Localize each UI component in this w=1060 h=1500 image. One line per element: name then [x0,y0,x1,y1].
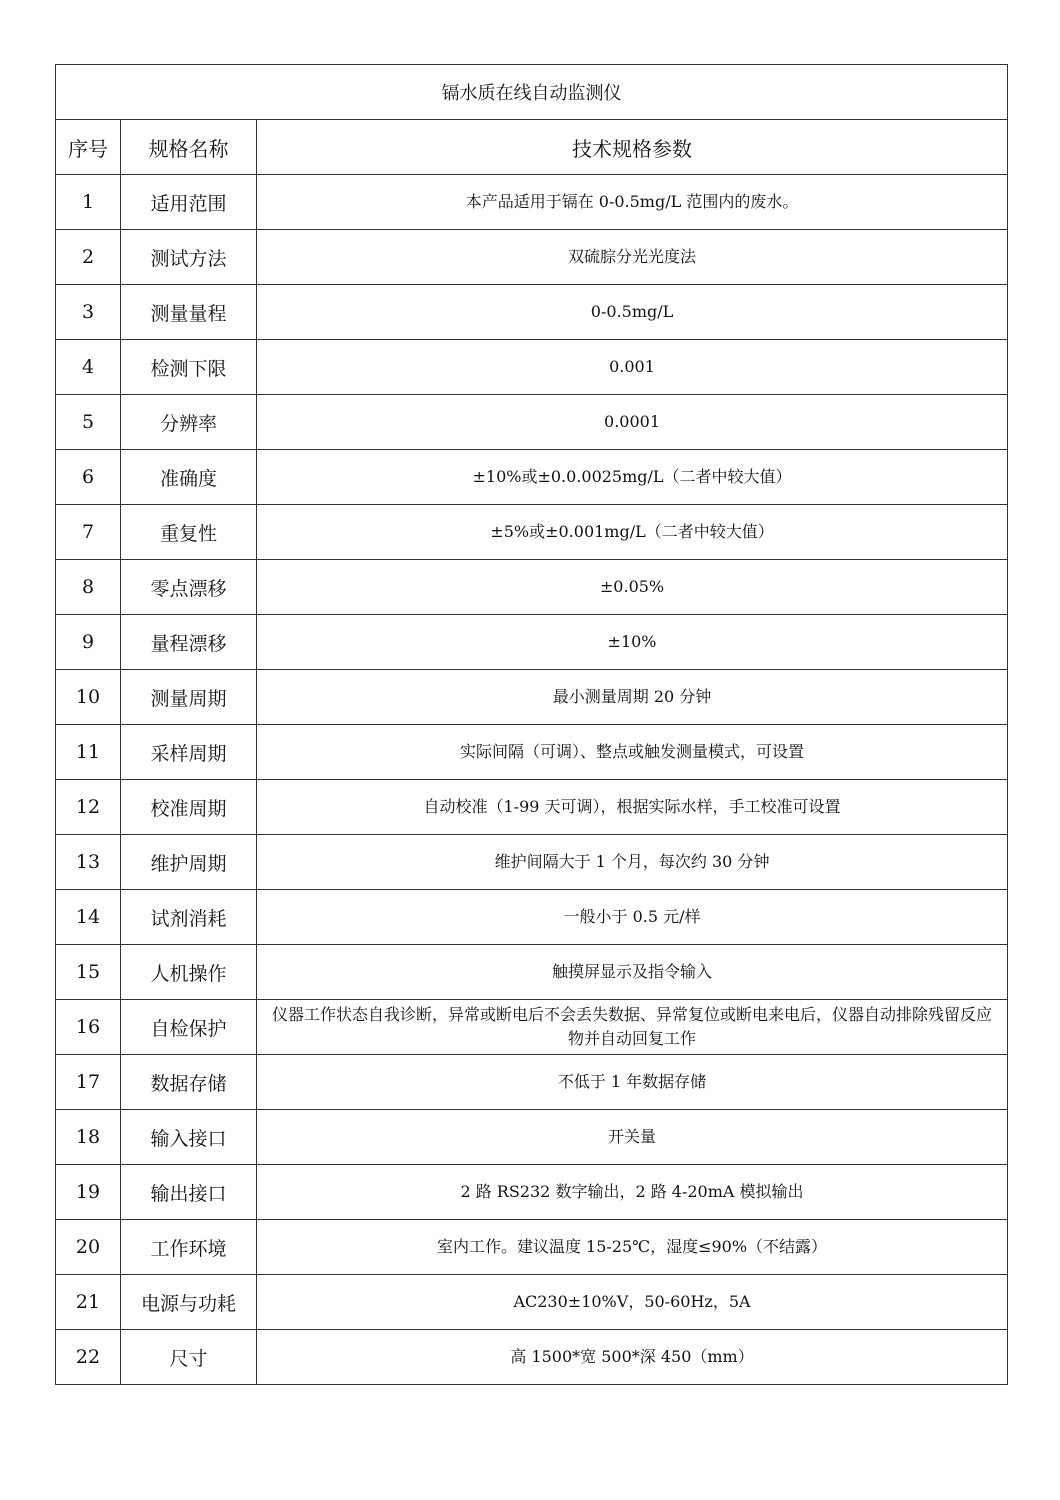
table-row [56,1330,1008,1385]
row-number: 3 [56,285,121,340]
table-row [56,450,1008,505]
spec-table-body [56,65,1008,1385]
spec-name: 零点漂移 [121,560,257,615]
row-number: 14 [56,890,121,945]
table-row [56,835,1008,890]
spec-name: 重复性 [121,505,257,560]
row-number: 5 [56,395,121,450]
row-number: 20 [56,1220,121,1275]
row-number: 18 [56,1110,121,1165]
spec-name: 维护周期 [121,835,257,890]
spec-table [55,64,1008,1385]
row-number: 19 [56,1165,121,1220]
table-row [56,395,1008,450]
table-row [56,230,1008,285]
spec-name: 工作环境 [121,1220,257,1275]
row-number: 4 [56,340,121,395]
row-number: 9 [56,615,121,670]
row-number: 10 [56,670,121,725]
row-number: 21 [56,1275,121,1330]
document-title: 镉水质在线自动监测仪 [56,65,1008,120]
spec-value: 0.0001 [257,395,1008,450]
table-row [56,560,1008,615]
spec-value: 仪器工作状态自我诊断，异常或断电后不会丢失数据、异常复位或断电来电后，仪器自动排除残留反应物并自动回复工作 [257,1000,1008,1055]
spec-value: 触摸屏显示及指令输入 [257,945,1008,1000]
row-number: 17 [56,1055,121,1110]
table-row [56,340,1008,395]
spec-value: AC230±10%V，50-60Hz，5A [257,1275,1008,1330]
spec-value: 0.001 [257,340,1008,395]
row-number: 15 [56,945,121,1000]
spec-value: 0-0.5mg/L [257,285,1008,340]
spec-value: 室内工作。建议温度 15-25℃，湿度≤90%（不结露） [257,1220,1008,1275]
spec-name: 数据存储 [121,1055,257,1110]
table-row [56,780,1008,835]
spec-name: 测量周期 [121,670,257,725]
spec-name: 输入接口 [121,1110,257,1165]
spec-value: 开关量 [257,1110,1008,1165]
spec-name: 采样周期 [121,725,257,780]
table-row [56,1000,1008,1055]
spec-name: 电源与功耗 [121,1275,257,1330]
spec-value: 一般小于 0.5 元/样 [257,890,1008,945]
row-number: 8 [56,560,121,615]
table-row [56,505,1008,560]
spec-name: 检测下限 [121,340,257,395]
table-row [56,1275,1008,1330]
title-row [56,65,1008,120]
row-number: 6 [56,450,121,505]
spec-value: ±10%或±0.0.0025mg/L（二者中较大值） [257,450,1008,505]
row-number: 11 [56,725,121,780]
spec-value: 2 路 RS232 数字输出，2 路 4-20mA 模拟输出 [257,1165,1008,1220]
table-row [56,285,1008,340]
header-row [56,120,1008,175]
row-number: 7 [56,505,121,560]
spec-value: 维护间隔大于 1 个月，每次约 30 分钟 [257,835,1008,890]
row-number: 12 [56,780,121,835]
table-row [56,1110,1008,1165]
spec-value: 高 1500*宽 500*深 450（mm） [257,1330,1008,1385]
spec-name: 试剂消耗 [121,890,257,945]
spec-value: ±5%或±0.001mg/L（二者中较大值） [257,505,1008,560]
row-number: 22 [56,1330,121,1385]
row-number: 1 [56,175,121,230]
spec-value: 最小测量周期 20 分钟 [257,670,1008,725]
table-row [56,945,1008,1000]
table-row [56,175,1008,230]
header-no: 序号 [56,120,121,175]
spec-name: 人机操作 [121,945,257,1000]
spec-name: 测量量程 [121,285,257,340]
spec-value: 本产品适用于镉在 0-0.5mg/L 范围内的废水。 [257,175,1008,230]
row-number: 16 [56,1000,121,1055]
spec-value: ±0.05% [257,560,1008,615]
table-row [56,1165,1008,1220]
table-row [56,890,1008,945]
row-number: 13 [56,835,121,890]
table-row [56,1055,1008,1110]
spec-value: 实际间隔（可调）、整点或触发测量模式，可设置 [257,725,1008,780]
spec-value: 不低于 1 年数据存储 [257,1055,1008,1110]
row-number: 2 [56,230,121,285]
table-row [56,615,1008,670]
table-row [56,1220,1008,1275]
spec-name: 量程漂移 [121,615,257,670]
spec-value: 双硫腙分光光度法 [257,230,1008,285]
header-param: 技术规格参数 [257,120,1008,175]
spec-name: 测试方法 [121,230,257,285]
spec-name: 适用范围 [121,175,257,230]
spec-value: 自动校准（1-99 天可调），根据实际水样，手工校准可设置 [257,780,1008,835]
spec-name: 输出接口 [121,1165,257,1220]
spec-name: 准确度 [121,450,257,505]
spec-value: ±10% [257,615,1008,670]
spec-name: 自检保护 [121,1000,257,1055]
spec-sheet [55,64,1007,1385]
table-row [56,670,1008,725]
spec-name: 尺寸 [121,1330,257,1385]
table-row [56,725,1008,780]
spec-name: 校准周期 [121,780,257,835]
spec-name: 分辨率 [121,395,257,450]
header-name: 规格名称 [121,120,257,175]
